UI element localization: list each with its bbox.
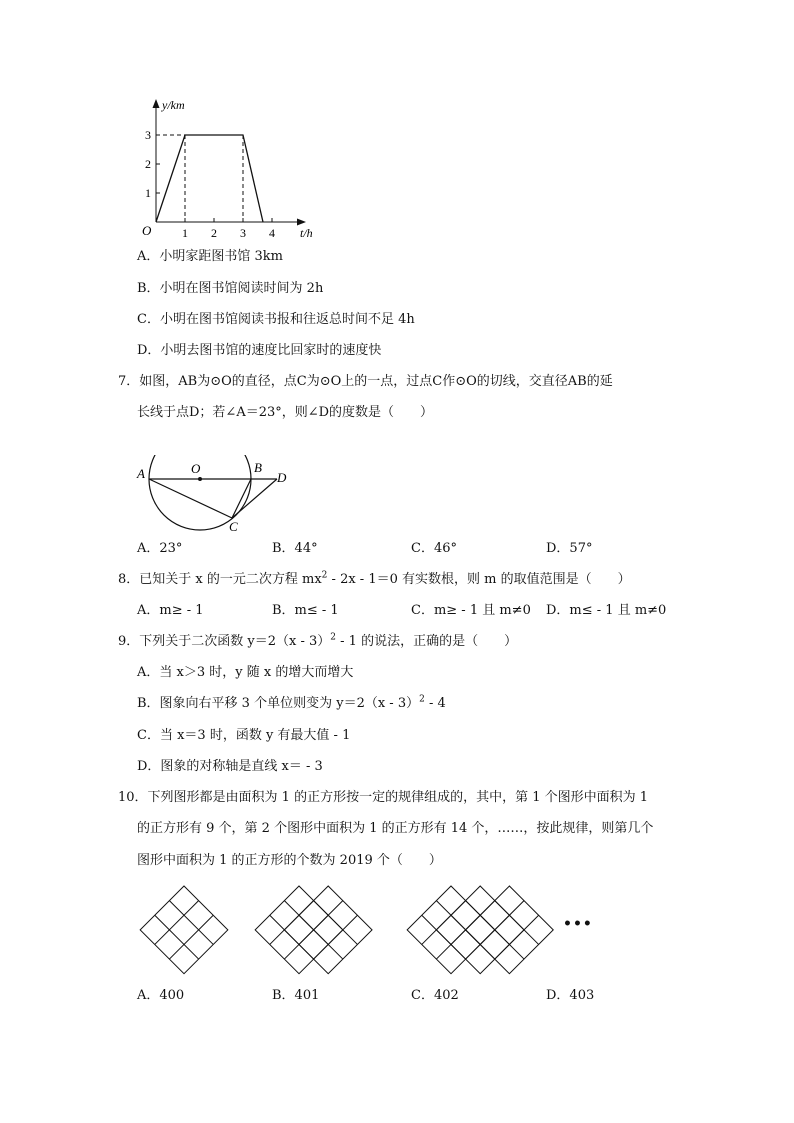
label-c: C [229, 519, 238, 534]
q10-ellipsis: ••• [563, 916, 593, 932]
q10-stem-line3: 图形中面积为 1 的正方形的个数为 2019 个（ ） [137, 853, 442, 868]
q9-option-c[interactable]: C．当 x＝3 时，函数 y 有最大值 - 1 [137, 728, 351, 743]
label-a: A [137, 466, 145, 481]
x-tick-label: 1 [182, 226, 188, 240]
y-axis-arrow-icon [153, 99, 160, 108]
q8-option-a[interactable]: A．m≥ - 1 [137, 603, 204, 618]
q9-option-d[interactable]: D．图象的对称轴是直线 x＝ - 3 [137, 759, 323, 774]
q8-stem [118, 571, 631, 589]
q8-stem-exponent: 2 [321, 570, 328, 581]
y-tick-label: 1 [145, 186, 151, 200]
q9-stem [118, 633, 517, 651]
q9-stem-exponent: 2 [330, 632, 337, 643]
q10-option-b[interactable]: B．401 [272, 988, 320, 1003]
x-tick-label: 4 [269, 226, 275, 240]
q7-option-c[interactable]: C．46° [411, 541, 457, 556]
q8-stem-part2: - 2x - 1＝0 有实数根，则 m 的取值范围是（ ） [327, 572, 631, 587]
y-tick-label: 2 [145, 157, 151, 171]
q10-pattern-figure-1 [138, 884, 230, 976]
q8-option-d[interactable]: D．m≤ - 1 且 m≠0 [546, 603, 667, 618]
q7-option-d[interactable]: D．57° [546, 541, 593, 556]
q9-option-b-exponent: 2 [419, 694, 425, 705]
distance-time-line [156, 135, 263, 222]
y-axis-label: y/km [162, 98, 185, 112]
q7-circle-tangent-figure [135, 455, 295, 535]
q10-pattern-figure-2 [253, 884, 378, 976]
q10-option-a[interactable]: A．400 [137, 988, 185, 1003]
q7-stem-line2: 长线于点D；若∠A＝23°，则∠D的度数是（ ） [137, 405, 434, 420]
q6-option-a[interactable]: A．小明家距图书馆 3km [137, 249, 283, 264]
q10-stem-line1: 10．下列图形都是由面积为 1 的正方形按一定的规律组成的，其中，第 1 个图形中面积为 1 [118, 790, 649, 805]
q10-option-d[interactable]: D．403 [546, 988, 595, 1003]
q7-option-b[interactable]: B．44° [272, 541, 318, 556]
q10-stem-line2: 的正方形有 9 个，第 2 个图形中面积为 1 的正方形有 14 个，……，按此规律，则第几个 [137, 821, 654, 836]
x-axis-label: t/h [300, 226, 313, 240]
x-tick-label: 3 [240, 226, 246, 240]
q9-option-b[interactable] [137, 695, 446, 713]
chord-bc [232, 479, 251, 518]
q7-option-a[interactable]: A．23° [137, 541, 183, 556]
q6-option-c[interactable]: C．小明在图书馆阅读书报和往返总时间不足 4h [137, 312, 415, 327]
q8-stem-part1: 8．已知关于 x 的一元二次方程 mx [118, 572, 322, 587]
q6-option-b[interactable]: B．小明在图书馆阅读时间为 2h [137, 281, 324, 296]
q10-option-c[interactable]: C．402 [411, 988, 459, 1003]
q6-distance-time-graph [140, 95, 315, 245]
q9-option-b-part1: B．图象向右平移 3 个单位则变为 y＝2（x - 3） [137, 696, 420, 711]
q9-option-b-part2: - 4 [424, 696, 446, 711]
tangent-cd [232, 479, 277, 518]
label-o: O [191, 461, 201, 476]
q9-stem-part2: - 1 的说法，正确的是（ ） [336, 634, 518, 649]
center-dot [198, 477, 202, 481]
x-axis-arrow-icon [297, 219, 306, 226]
label-b: B [254, 460, 262, 475]
x-tick-label: 2 [211, 226, 217, 240]
q6-option-d[interactable]: D．小明去图书馆的速度比回家时的速度快 [137, 343, 382, 358]
q8-option-b[interactable]: B．m≤ - 1 [272, 603, 339, 618]
label-d: D [277, 470, 287, 485]
q8-option-c[interactable]: C．m≥ - 1 且 m≠0 [411, 603, 531, 618]
y-tick-label: 3 [145, 128, 151, 142]
origin-label: O [142, 223, 152, 238]
q10-pattern-figure-3 [405, 884, 555, 976]
q9-option-a[interactable]: A．当 x＞3 时，y 随 x 的增大而增大 [137, 665, 354, 680]
q9-stem-part1: 9．下列关于二次函数 y＝2（x - 3） [118, 634, 331, 649]
q7-stem-line1: 7．如图，AB为⊙O的直径，点C为⊙O上的一点，过点C作⊙O的切线，交直径AB的延 [118, 374, 613, 389]
